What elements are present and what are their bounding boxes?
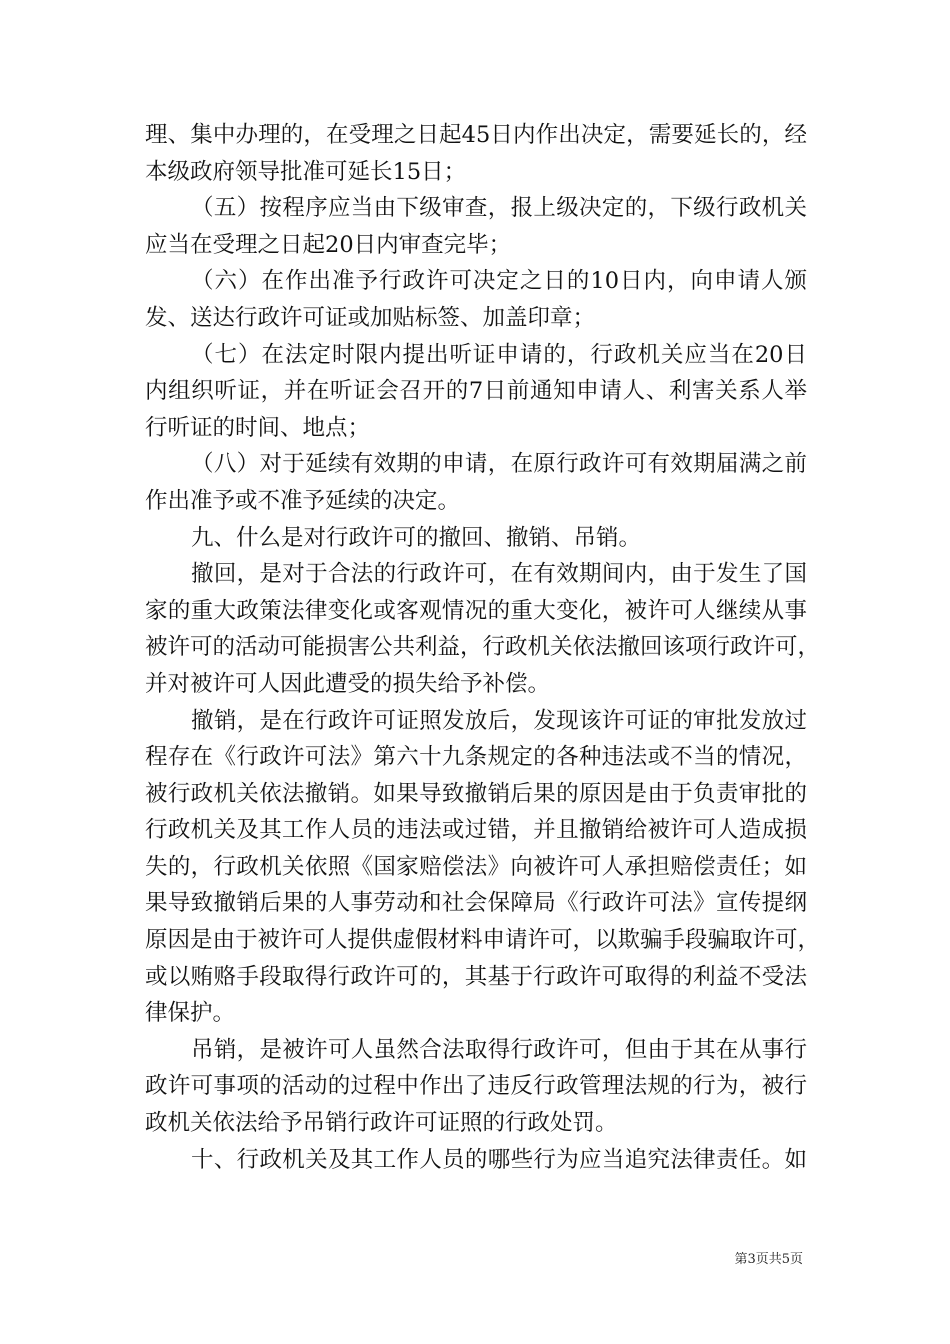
text-line: 失的，行政机关依照《国家赔偿法》向被许可人承担赔偿责任；如 — [145, 853, 807, 880]
text-line: （五）按程序应当由下级审查，报上级决定的，下级行政机关 — [191, 195, 807, 222]
text-line: 撤回，是对于合法的行政许可，在有效期间内，由于发生了国 — [191, 561, 807, 588]
section-heading: 十、行政机关及其工作人员的哪些行为应当追究法律责任。如 — [191, 1146, 807, 1173]
text-line: 吊销，是被许可人虽然合法取得行政许可，但由于其在从事行 — [191, 1036, 807, 1063]
text-line: 发、送达行政许可证或加贴标签、加盖印章； — [145, 304, 596, 331]
text-line: 并对被许可人因此遭受的损失给予补偿。 — [145, 670, 551, 697]
text-line: 家的重大政策法律变化或客观情况的重大变化，被许可人继续从事 — [145, 597, 807, 624]
page-number: 第3页共5页 — [734, 1252, 803, 1267]
text-line: （八）对于延续有效期的申请，在原行政许可有效期届满之前 — [191, 451, 807, 478]
text-line: 政机关依法给予吊销行政许可证照的行政处罚。 — [145, 1110, 618, 1137]
text-line: 作出准予或不准予延续的决定。 — [145, 487, 461, 514]
text-line: 被许可的活动可能损害公共利益，行政机关依法撤回该项行政许可， — [145, 634, 821, 661]
text-line: 或以贿赂手段取得行政许可的，其基于行政许可取得的利益不受法 — [145, 963, 807, 990]
text-line: （六）在作出准予行政许可决定之日的10日内，向申请人颁 — [191, 268, 807, 295]
body-text — [145, 117, 821, 1178]
section-heading: 九、什么是对行政许可的撤回、撤销、吊销。 — [191, 524, 642, 551]
text-line: 行政机关及其工作人员的违法或过错，并且撤销给被许可人造成损 — [145, 817, 807, 844]
text-line: 本级政府领导批准可延长15日； — [145, 158, 467, 185]
text-line: 程存在《行政许可法》第六十九条规定的各种违法或不当的情况， — [145, 744, 807, 771]
text-line: （七）在法定时限内提出听证申请的，行政机关应当在20日 — [191, 341, 807, 368]
text-line: 果导致撤销后果的人事劳动和社会保障局《行政许可法》宣传提纲 — [145, 890, 807, 917]
text-line: 应当在受理之日起20日内审查完毕； — [145, 231, 512, 258]
text-line: 行听证的时间、地点； — [145, 414, 371, 441]
text-line: 内组织听证，并在听证会召开的7日前通知申请人、利害关系人举 — [145, 378, 807, 405]
text-line: 撤销，是在行政许可证照发放后，发现该许可证的审批发放过 — [191, 707, 807, 734]
text-line: 理、集中办理的，在受理之日起45日内作出决定，需要延长的，经 — [145, 122, 807, 148]
text-line: 律保护。 — [145, 1000, 236, 1027]
text-line: 被行政机关依法撤销。如果导致撤销后果的原因是由于负责审批的 — [145, 780, 807, 807]
text-line: 政许可事项的活动的过程中作出了违反行政管理法规的行为，被行 — [145, 1073, 807, 1100]
text-line: 原因是由于被许可人提供虚假材料申请许可，以欺骗手段骗取许可， — [145, 927, 821, 954]
